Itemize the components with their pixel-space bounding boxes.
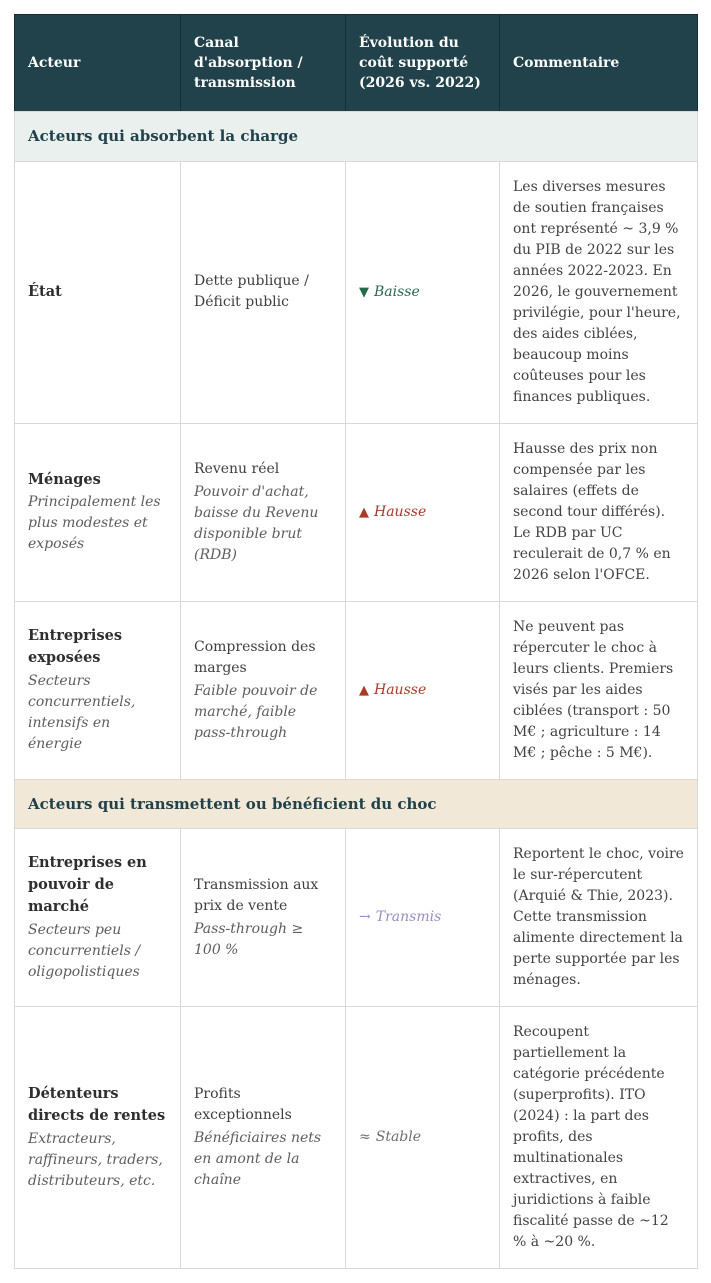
- trend-label: Stable: [375, 1129, 422, 1145]
- section-title: Acteurs qui absorbent la charge: [15, 112, 698, 162]
- actor-cell: [15, 829, 181, 1007]
- canal-subtitle: Bénéficiaires nets en amont de la chaîne: [194, 1130, 322, 1188]
- actor-subtitle: Secteurs peu concurrentiels / oligopolistiques: [28, 921, 141, 980]
- table-row-etat: [15, 161, 698, 423]
- actor-cell: [15, 423, 181, 601]
- actor-name: Détenteurs directs de rentes: [28, 1085, 166, 1124]
- actor-cell: [15, 161, 181, 423]
- comment-cell: Hausse des prix non compensée par les salaires (effets de second tour différés). Le RDB par UC reculerait de 0,7 % en 2026 selon l'OFCE.: [500, 423, 698, 601]
- trend-label: Hausse: [374, 503, 427, 520]
- actor-cell: [15, 1007, 181, 1269]
- actor-subtitle: Principalement les plus modestes et exposés: [28, 494, 161, 553]
- comment-cell: Les diverses mesures de soutien françaises ont représenté ~ 3,9 % du PIB de 2022 sur les années 2022-2023. En 2026, le gouvernement privilégie, pour l'heure, des aides ciblées, beaucoup moins coûteuses pour les finances publiques.: [500, 161, 698, 423]
- comment-cell: Recoupent partiellement la catégorie précédente (superprofits). ITO (2024) : la part des profits, des multinationales extractives, en juridictions à faible fiscalité passe de ~12 % à ~20 %.: [500, 1007, 698, 1269]
- evolution-cell: [346, 161, 500, 423]
- canal-label: Revenu réel: [194, 460, 280, 477]
- comment-cell: Ne peuvent pas répercuter le choc à leurs clients. Premiers visés par les aides ciblées (transport : 50 M€ ; agriculture : 14 M€ ; pêche : 5 M€).: [500, 601, 698, 779]
- section-header-absorb: [15, 112, 698, 162]
- canal-label: Dette publique / Déficit public: [194, 273, 309, 310]
- canal-label: Compression des marges: [194, 638, 316, 676]
- table-row-menages: [15, 423, 698, 601]
- column-header-canal: Canal d'absorption / transmission: [181, 15, 346, 112]
- evolution-cell: [346, 423, 500, 601]
- trend-indicator: [359, 1129, 421, 1145]
- table-row-pouvoir-de-marche: [15, 829, 698, 1007]
- trend-indicator: [359, 284, 420, 300]
- comment-cell: Reportent le choc, voire le sur-répercutent (Arquié & Thie, 2023). Cette transmission alimente directement la perte supportée par les ménages.: [500, 829, 698, 1007]
- canal-cell: [181, 601, 346, 779]
- trend-label: Hausse: [374, 681, 427, 698]
- canal-cell: [181, 829, 346, 1007]
- column-header-actor: Acteur: [15, 15, 181, 112]
- table-row-detenteurs-rentes: [15, 1007, 698, 1269]
- actor-name: Entreprises en pouvoir de marché: [28, 854, 147, 915]
- section-title: Acteurs qui transmettent ou bénéficient du choc: [15, 779, 698, 829]
- actor-subtitle: Extracteurs, raffineurs, traders, distributeurs, etc.: [28, 1130, 163, 1189]
- arrow-right-icon: →: [359, 909, 371, 925]
- actor-cell: [15, 601, 181, 779]
- trend-indicator: [359, 909, 441, 925]
- column-header-evolution: Évolution du coût supporté (2026 vs. 2022): [346, 15, 500, 112]
- canal-subtitle: Pass-through ≥ 100 %: [194, 920, 304, 958]
- table-row-entreprises-exposees: [15, 601, 698, 779]
- actor-name: Entreprises exposées: [28, 627, 122, 666]
- actor-subtitle: Secteurs concurrentiels, intensifs en énergie: [28, 672, 136, 752]
- column-header-comment: Commentaire: [500, 15, 698, 112]
- evolution-cell: [346, 1007, 500, 1269]
- evolution-cell: [346, 601, 500, 779]
- evolution-cell: [346, 829, 500, 1007]
- canal-cell: [181, 1007, 346, 1269]
- canal-subtitle: Faible pouvoir de marché, faible pass-through: [194, 682, 318, 741]
- actor-name: Ménages: [28, 470, 101, 488]
- canal-label: Transmission aux prix de vente: [194, 876, 319, 914]
- canal-label: Profits exceptionnels: [194, 1086, 292, 1123]
- approx-equal-icon: ≈: [359, 1129, 371, 1145]
- triangle-up-icon: ▲: [359, 504, 369, 520]
- trend-label: Baisse: [374, 283, 420, 300]
- table-header-row: [15, 15, 698, 112]
- triangle-up-icon: ▲: [359, 682, 369, 698]
- section-header-transmit: [15, 779, 698, 829]
- canal-cell: [181, 423, 346, 601]
- trend-indicator: [359, 682, 426, 698]
- canal-subtitle: Pouvoir d'achat, baisse du Revenu disponible brut (RDB): [194, 483, 319, 563]
- trend-label: Transmis: [375, 909, 442, 925]
- actors-cost-table: [14, 14, 698, 1269]
- actor-name: État: [28, 283, 62, 301]
- trend-indicator: [359, 504, 426, 520]
- triangle-down-icon: ▼: [359, 284, 369, 300]
- canal-cell: [181, 161, 346, 423]
